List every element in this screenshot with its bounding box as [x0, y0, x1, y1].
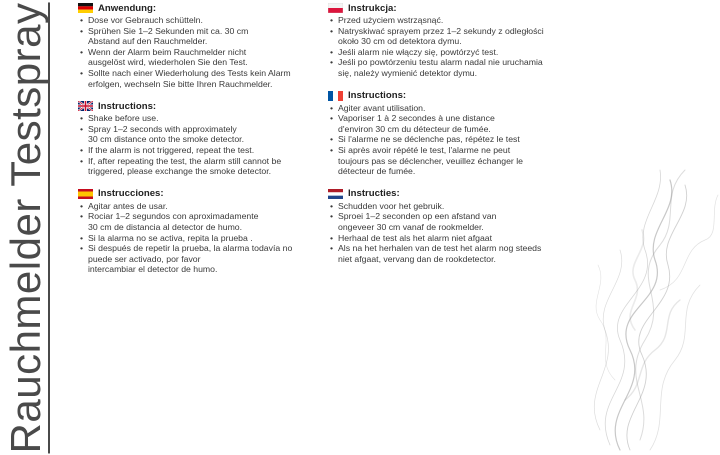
france-flag-icon [328, 91, 343, 101]
list-item: • Sprühen Sie 1–2 Sekunden mit ca. 30 cm Abstand auf den Rauchmelder. [78, 26, 328, 47]
instruction-list [328, 201, 578, 265]
section-heading: Instructions: [348, 90, 407, 102]
list-item: • Agitar antes de usar. [78, 201, 328, 212]
section-heading: Instrucciones: [98, 188, 164, 200]
netherlands-flag-icon [328, 189, 343, 199]
list-item: • Si l'alarme ne se déclenche pas, répétez le test [328, 134, 578, 145]
list-item: • Vaporiser 1 à 2 secondes à une distance d'environ 30 cm du détecteur de fumée. [328, 113, 578, 134]
vertical-title [0, 0, 52, 455]
list-item: • Dose vor Gebrauch schütteln. [78, 15, 328, 26]
list-item: • Agiter avant utilisation. [328, 103, 578, 114]
left-column [78, 2, 328, 286]
united-kingdom-flag-icon [78, 101, 93, 111]
poland-flag-icon [328, 3, 343, 13]
section-polish [328, 2, 578, 79]
list-item: • Sollte nach einer Wiederholung des Tests kein Alarm erfolgen, wechseln Sie bitte Ihren Rauchmelder. [78, 68, 328, 89]
instruction-list [328, 103, 578, 177]
section-spanish [78, 188, 328, 275]
list-item: • Als na het herhalen van de test het alarm nog steeds niet afgaat, vervang dan de rookdetector. [328, 243, 578, 264]
list-item: • Jeśli alarm nie włączy się, powtórzyć test. [328, 47, 578, 58]
list-item: • If, after repeating the test, the alarm still cannot be triggered, please exchange the smoke detector. [78, 156, 328, 177]
instruction-list [78, 15, 328, 89]
section-english [78, 100, 328, 177]
list-item: • Spray 1–2 seconds with approximately 30 cm distance onto the smoke detector. [78, 124, 328, 145]
instruction-list [78, 113, 328, 177]
section-heading: Instructies: [348, 188, 400, 200]
list-item: • Jeśli po powtórzeniu testu alarm nadal nie uruchamia się, należy wymienić detektor dymu. [328, 57, 578, 78]
list-item: • Shake before use. [78, 113, 328, 124]
section-header [328, 188, 578, 200]
section-header [78, 2, 328, 14]
list-item: • Si la alarma no se activa, repita la prueba . [78, 233, 328, 244]
spain-flag-icon [78, 189, 93, 199]
germany-flag-icon [78, 3, 93, 13]
section-heading: Anwendung: [98, 2, 157, 14]
right-column [328, 2, 578, 275]
smoke-illustration [560, 150, 720, 455]
section-header [78, 100, 328, 112]
section-french [328, 90, 578, 177]
list-item: • Przed użyciem wstrząsnąć. [328, 15, 578, 26]
list-item: • Sproei 1–2 seconden op een afstand van ongeveer 30 cm vanaf de rookmelder. [328, 211, 578, 232]
section-heading: Instructions: [98, 100, 157, 112]
list-item: • Si después de repetir la prueba, la alarma todavía no puede ser activado, por favor intercambiar el detector de humo. [78, 243, 328, 275]
list-item: • Natryskiwać sprayem przez 1–2 sekundy z odległości około 30 cm od detektora dymu. [328, 26, 578, 47]
section-dutch [328, 188, 578, 265]
section-german [78, 2, 328, 89]
product-title: Rauchmelder Testspray [2, 2, 49, 454]
section-header [328, 90, 578, 102]
list-item: • Rociar 1–2 segundos con aproximadamente 30 cm de distancia al detector de humo. [78, 211, 328, 232]
list-item: • Schudden voor het gebruik. [328, 201, 578, 212]
section-header [328, 2, 578, 14]
list-item: • Herhaal de test als het alarm niet afgaat [328, 233, 578, 244]
instruction-list [78, 201, 328, 275]
list-item: • If the alarm is not triggered, repeat the test. [78, 145, 328, 156]
instruction-list [328, 15, 578, 79]
list-item: • Si après avoir répété le test, l'alarme ne peut toujours pas se déclencher, veuillez échanger le détecteur de fumée. [328, 145, 578, 177]
section-heading: Instrukcja: [348, 2, 397, 14]
section-header [78, 188, 328, 200]
list-item: • Wenn der Alarm beim Rauchmelder nicht ausgelöst wird, wiederholen Sie den Test. [78, 47, 328, 68]
